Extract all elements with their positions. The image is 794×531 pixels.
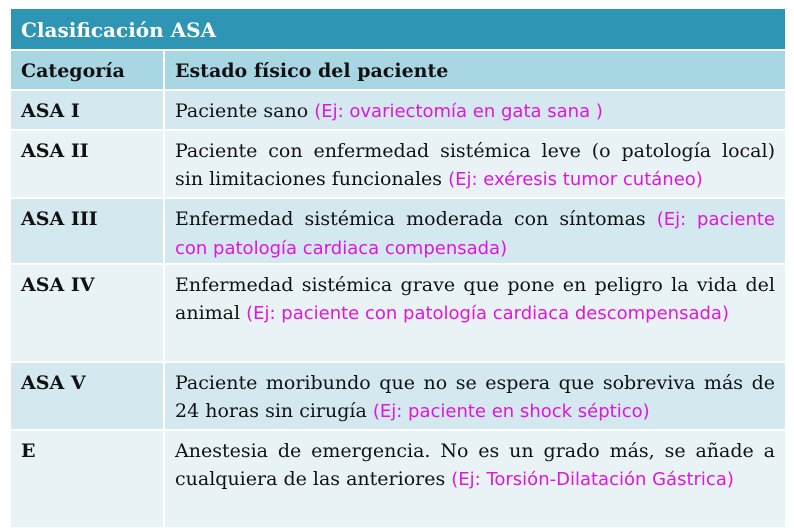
row-description <box>165 91 785 129</box>
table-row <box>11 199 785 265</box>
row-description <box>165 431 785 527</box>
row-category: ASA II <box>11 131 165 197</box>
row-description <box>165 363 785 429</box>
header-category: Categoría <box>11 51 165 89</box>
row-category: E <box>11 431 165 527</box>
row-category: ASA IV <box>11 265 165 361</box>
example-text: (Ej: exéresis tumor cutáneo) <box>448 169 703 190</box>
example-text: (Ej: Torsión-Dilatación Gástrica) <box>451 469 734 490</box>
row-description <box>165 199 785 263</box>
table-row <box>11 265 785 363</box>
description-text: Paciente con enfermedad sistémica leve (o patología local) sin limitaciones funcionales <box>175 140 775 190</box>
description-text: Enfermedad sistémica grave que pone en peligro la vida del animal <box>175 274 775 324</box>
description-text: Paciente moribundo que no se espera que sobreviva más de 24 horas sin cirugía <box>175 372 775 422</box>
table-title: Clasificación ASA <box>11 9 785 51</box>
example-text: (Ej: paciente en shock séptico) <box>372 401 650 422</box>
header-state: Estado físico del paciente <box>175 60 449 82</box>
example-text: (Ej: paciente con patología cardiaca descompensada) <box>246 303 729 324</box>
row-description <box>165 131 785 197</box>
table-header-row <box>11 51 785 91</box>
table-row <box>11 363 785 431</box>
row-description <box>165 265 785 361</box>
table-row <box>11 131 785 199</box>
row-category: ASA I <box>11 91 165 129</box>
table-row <box>11 91 785 131</box>
example-text: (Ej: ovariectomía en gata sana ) <box>314 101 603 122</box>
table-row <box>11 431 785 527</box>
description-text: Anestesia de emergencia. No es un grado más, se añade a cualquiera de las anteriores <box>175 440 775 490</box>
example-text: (Ej: paciente con patología cardiaca compensada) <box>175 209 776 259</box>
row-category: ASA V <box>11 363 165 429</box>
description-text: Paciente sano <box>175 100 309 122</box>
asa-table <box>10 8 786 528</box>
description-text: Enfermedad sistémica moderada con síntomas <box>175 208 646 230</box>
row-category: ASA III <box>11 199 165 263</box>
